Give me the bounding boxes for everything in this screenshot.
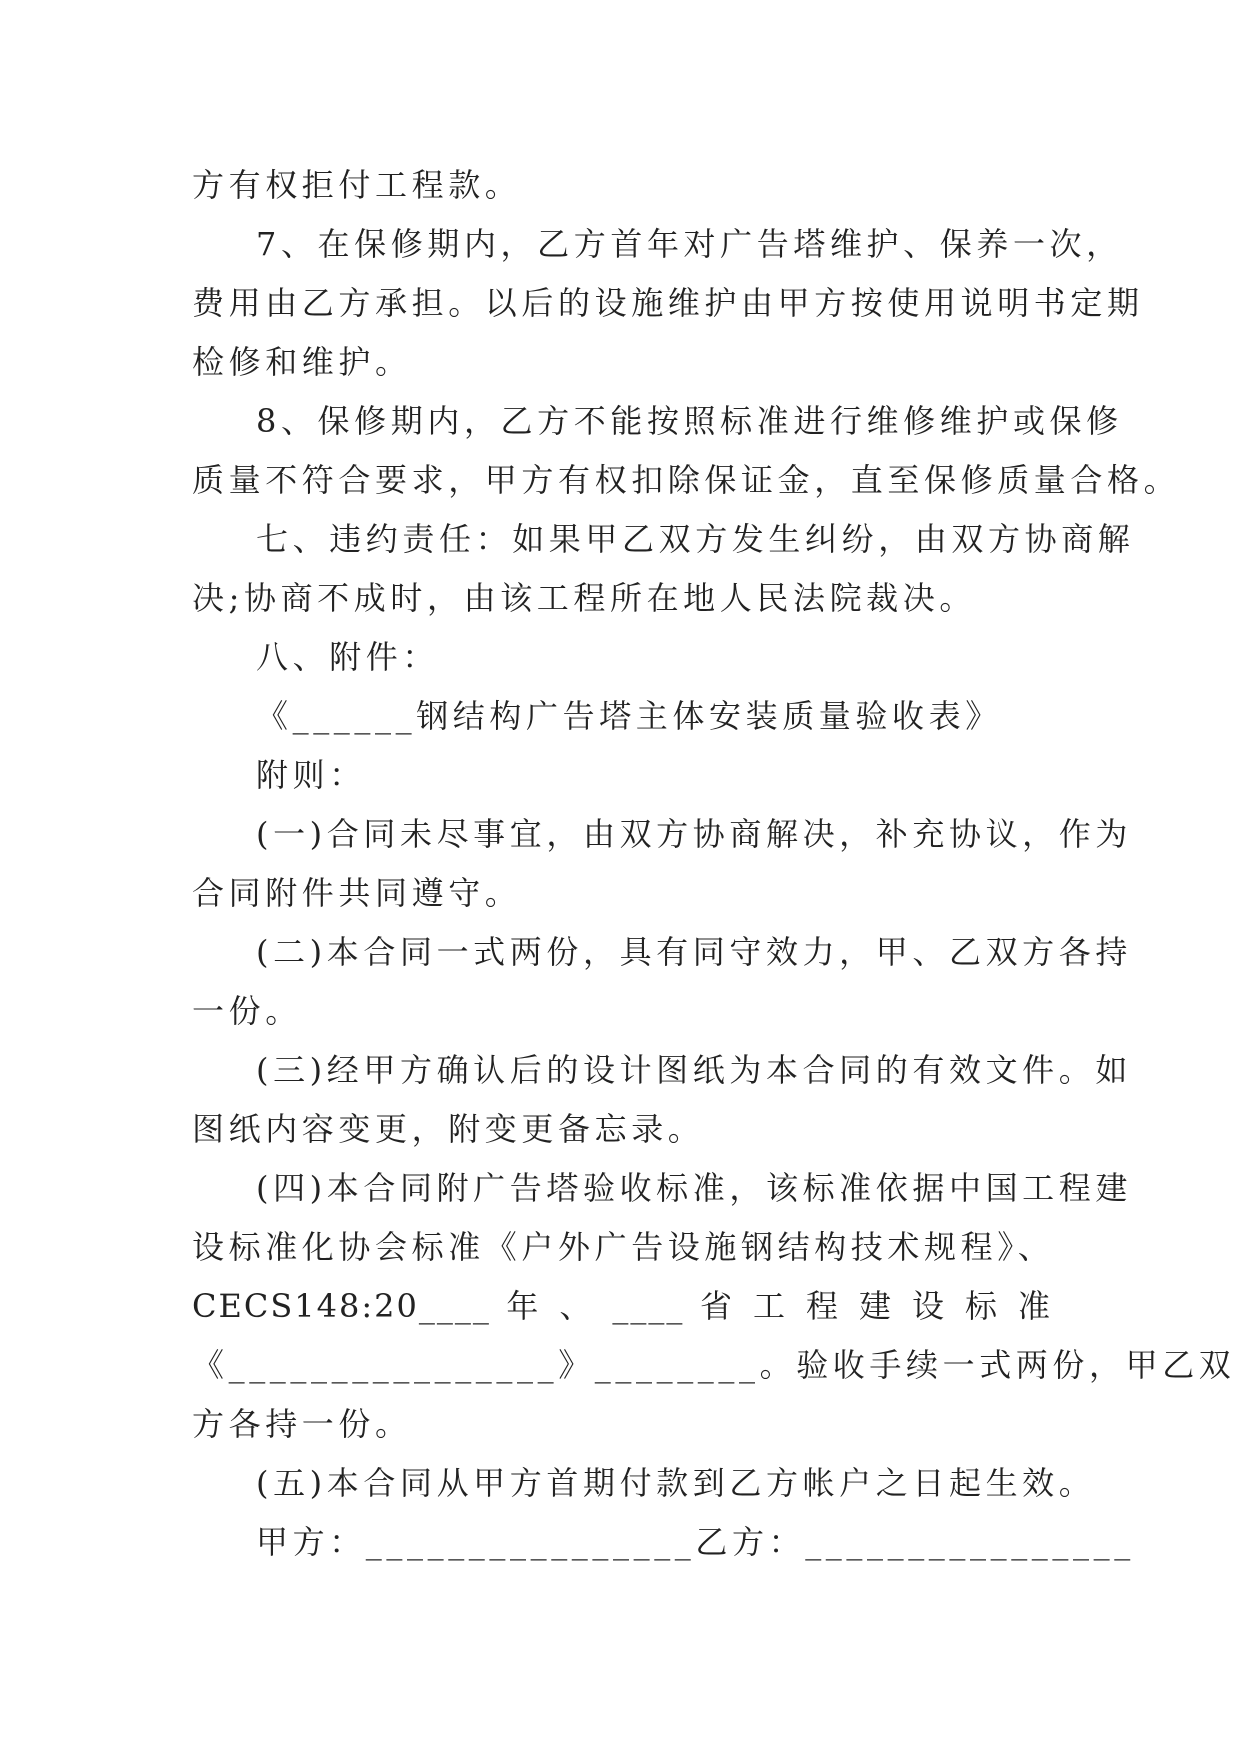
text-line: (二)本合同一式两份，具有同守效力，甲、乙双方各持 xyxy=(256,933,1132,971)
text-line: 一份。 xyxy=(192,992,302,1030)
text-line: (五)本合同从甲方首期付款到乙方帐户之日起生效。 xyxy=(256,1464,1096,1502)
text-line: 检修和维护。 xyxy=(192,343,412,381)
document-body xyxy=(192,156,1236,1572)
text-line: 7、在保修期内，乙方首年对广告塔维护、保养一次， xyxy=(256,225,1123,263)
text-line: 方有权拒付工程款。 xyxy=(192,166,522,204)
text-line: 质量不符合要求，甲方有权扣除保证金，直至保修质量合格。 xyxy=(192,461,1181,499)
text-line: 图纸内容变更，附变更备忘录。 xyxy=(192,1110,705,1148)
text-line: 《______钢结构广告塔主体安装质量验收表》 xyxy=(256,697,1002,735)
text-line: (一)合同未尽事宜，由双方协商解决，补充协议，作为 xyxy=(256,815,1132,853)
text-line: (三)经甲方确认后的设计图纸为本合同的有效文件。如 xyxy=(256,1051,1132,1089)
text-line: 《________________》________。验收手续一式两份，甲乙双 xyxy=(192,1346,1236,1384)
text-line: 七、违约责任：如果甲乙双方发生纠纷，由双方协商解 xyxy=(256,520,1135,558)
text-line: 设标准化协会标准《户外广告设施钢结构技术规程》、 xyxy=(192,1228,1055,1266)
text-line: 合同附件共同遵守。 xyxy=(192,874,522,912)
text-line: 附则： xyxy=(256,756,366,794)
text-line: 8、保修期内，乙方不能按照标准进行维修维护或保修 xyxy=(256,402,1123,440)
text-line: 八、附件： xyxy=(256,638,440,676)
text-line: (四)本合同附广告塔验收标准，该标准依据中国工程建 xyxy=(256,1169,1132,1207)
text-line: 方各持一份。 xyxy=(192,1405,412,1443)
text-line: 决;协商不成时，由该工程所在地人民法院裁决。 xyxy=(192,579,976,617)
text-line: CECS148:20____ 年 、 ____ 省 工 程 建 设 标 准 xyxy=(192,1287,1052,1325)
signature-line: 甲方：________________乙方：________________ xyxy=(256,1523,1135,1561)
text-line: 费用由乙方承担。以后的设施维护由甲方按使用说明书定期 xyxy=(192,284,1144,322)
